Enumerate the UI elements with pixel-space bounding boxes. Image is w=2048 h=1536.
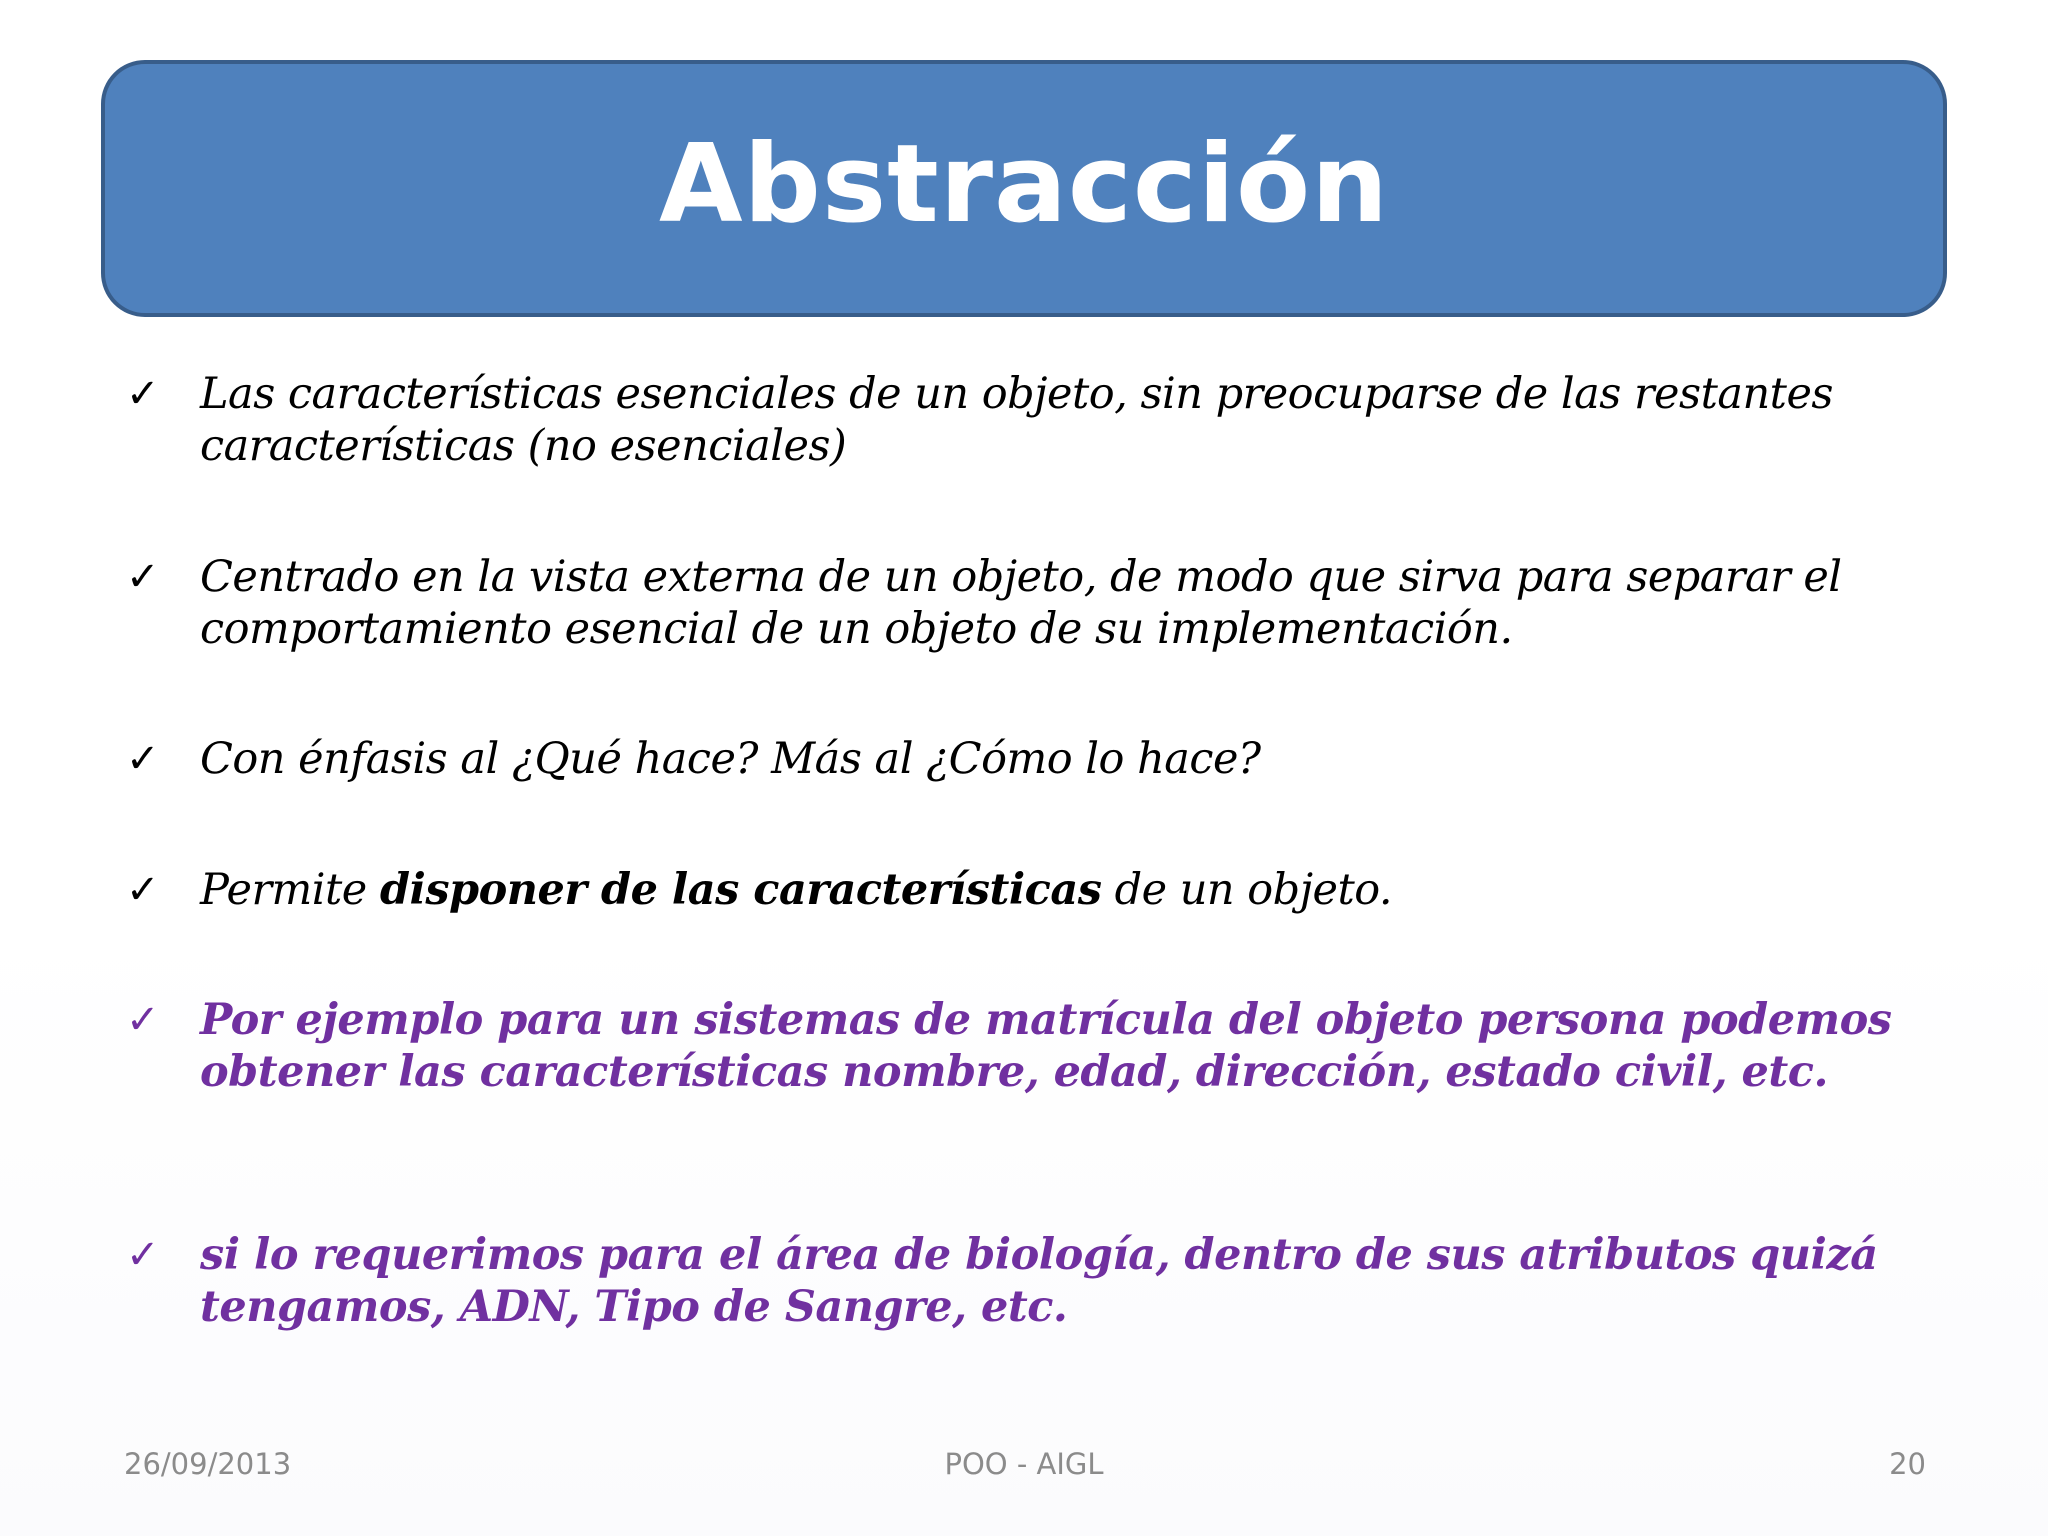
footer-date: 26/09/2013 [124,1447,292,1481]
bullet-item-6 [120,1229,1930,1333]
checkmark-icon: ✓ [126,736,160,782]
checkmark-icon: ✓ [126,554,160,600]
checkmark-icon: ✓ [126,1232,160,1278]
bullet-text-1: Las características esenciales de un objeto, sin preocuparse de las restantes características (no esenciales) [200,369,1833,471]
bullet-text-5: Por ejemplo para un sistemas de matrícula del objeto persona podemos obtener las características nombre, edad, dirección, estado civil, etc. [200,995,1892,1097]
title-banner [101,60,1947,317]
bullet-text-4-after: de un objeto. [1101,865,1393,915]
bullet-text-3: Con énfasis al ¿Qué hace? Más al ¿Cómo lo hace? [200,734,1261,784]
footer-page-number: 20 [1889,1447,1926,1481]
slide-title: Abstracción [658,121,1390,247]
bullet-item-1 [120,368,1930,472]
bullet-text-6: si lo requerimos para el área de biología, dentro de sus atributos quizá tengamos, ADN, Tipo de Sangre, etc. [200,1230,1878,1332]
checkmark-icon: ✓ [126,371,160,417]
bullet-text-4-bold: disponer de las características [379,865,1102,915]
bullet-text-2: Centrado en la vista externa de un objeto, de modo que sirva para separar el comportamiento esencial de un objeto de su implementación. [200,552,1842,654]
bullet-item-3 [120,733,1930,785]
footer-title: POO - AIGL [944,1447,1104,1481]
bullet-text-4 [200,864,1930,916]
checkmark-icon: ✓ [126,997,160,1043]
bullet-item-4 [120,864,1930,916]
bullet-item-5 [120,994,1930,1098]
bullet-text-4-before: Permite [200,865,380,915]
bullet-item-2 [120,551,1930,655]
checkmark-icon: ✓ [126,867,160,913]
